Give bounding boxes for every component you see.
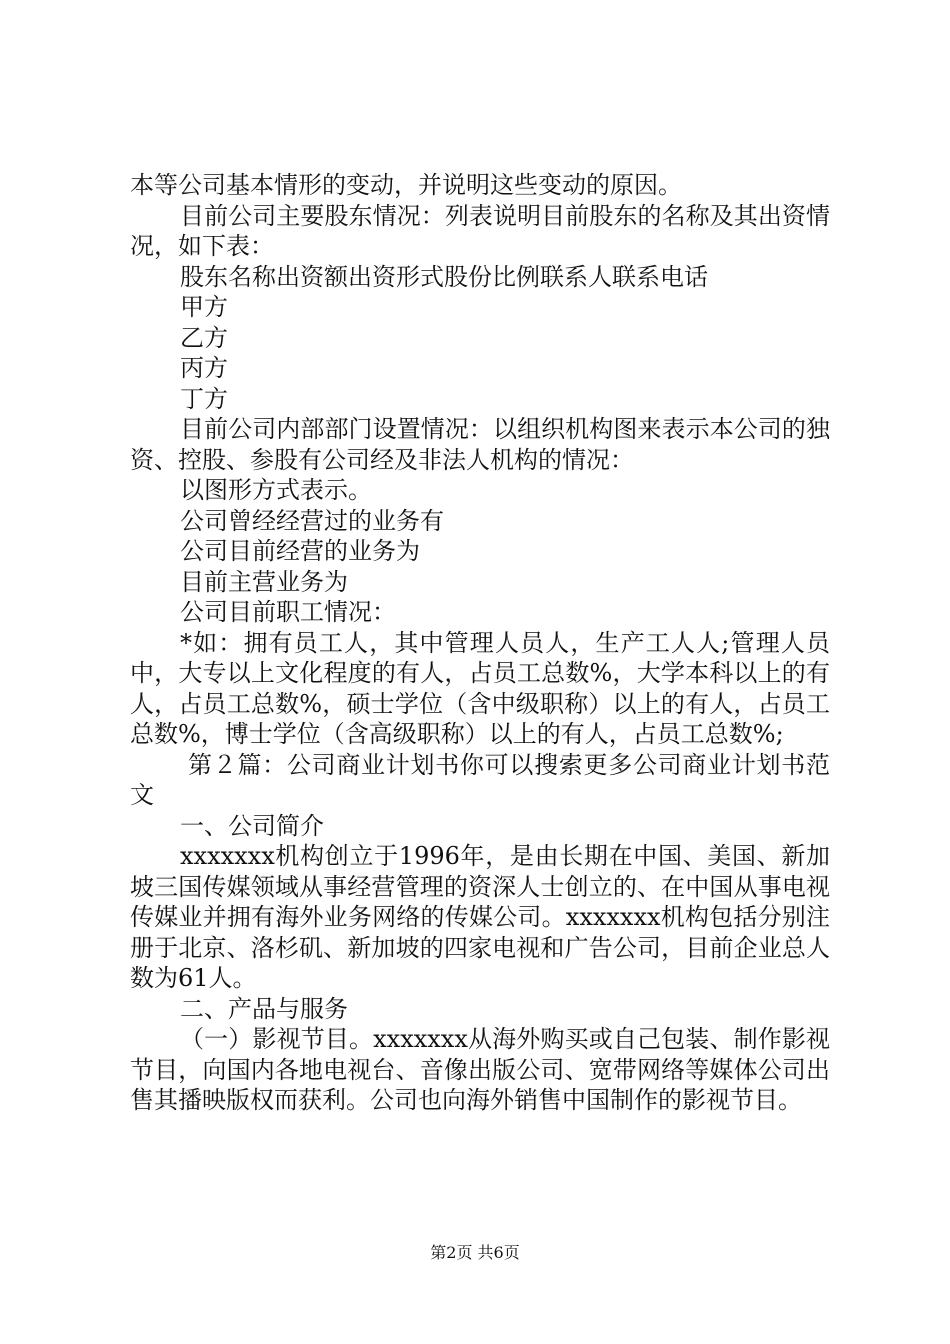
paragraph: *如：拥有员工人，其中管理人员人，生产工人人;管理人员中，大专以上文化程度的有人，占员工总数%，大学本科以上的有人，占员工总数%，硕士学位（含中级职称）以上的有人，占员工总数%，博士学位（含高级职称）以上的有人，占员工总数%; <box>130 628 830 748</box>
paragraph: 目前公司内部部门设置情况：以组织机构图来表示本公司的独资、控股、参股有公司经及非法人机构的情况： <box>130 415 830 474</box>
shareholder-row: 乙方 <box>180 323 228 352</box>
paragraph: 以图形方式表示。 <box>180 476 372 504</box>
paragraph: （一）影视节目。xxxxxxx从海外购买或自己包装、制作影视节目，向国内各地电视台、音像出版公司、宽带网络等媒体公司出售其播映版权而获利。公司也向海外销售中国制作的影视节目。 <box>130 1025 830 1114</box>
table-header-line: 股东名称出资额出资形式股份比例联系人联系电话 <box>180 262 708 291</box>
page-footer: 第2页 共6页 <box>430 1243 520 1262</box>
section-heading: 二、产品与服务 <box>180 994 348 1023</box>
paragraph: 目前主营业务为 <box>180 567 348 596</box>
shareholder-row: 丁方 <box>180 384 228 413</box>
paragraph: 目前公司主要股东情况：列表说明目前股东的名称及其出资情况，如下表： <box>130 201 830 260</box>
section-heading: 一、公司简介 <box>180 811 324 840</box>
shareholder-row: 丙方 <box>180 354 228 382</box>
body-text <box>130 170 830 1116</box>
paragraph: xxxxxxx机构创立于1996年，是由长期在中国、美国、新加坡三国传媒领域从事经营管理的资深人士创立的、在中国从事电视传媒业并拥有海外业务网络的传媒公司。xxxxxxx机构包括分别注册于北京、洛杉矶、新加坡的四家电视和广告公司，目前企业总人数为61人。 <box>130 842 830 992</box>
paragraph: 本等公司基本情形的变动，并说明这些变动的原因。 <box>130 171 682 199</box>
paragraph: 公司目前经营的业务为 <box>180 537 420 565</box>
paragraph: 公司目前职工情况： <box>180 598 396 626</box>
paragraph: 公司曾经经营过的业务有 <box>180 506 444 535</box>
section-heading: 第２篇：公司商业计划书你可以搜索更多公司商业计划书范文 <box>130 750 830 809</box>
shareholder-row: 甲方 <box>180 293 228 321</box>
